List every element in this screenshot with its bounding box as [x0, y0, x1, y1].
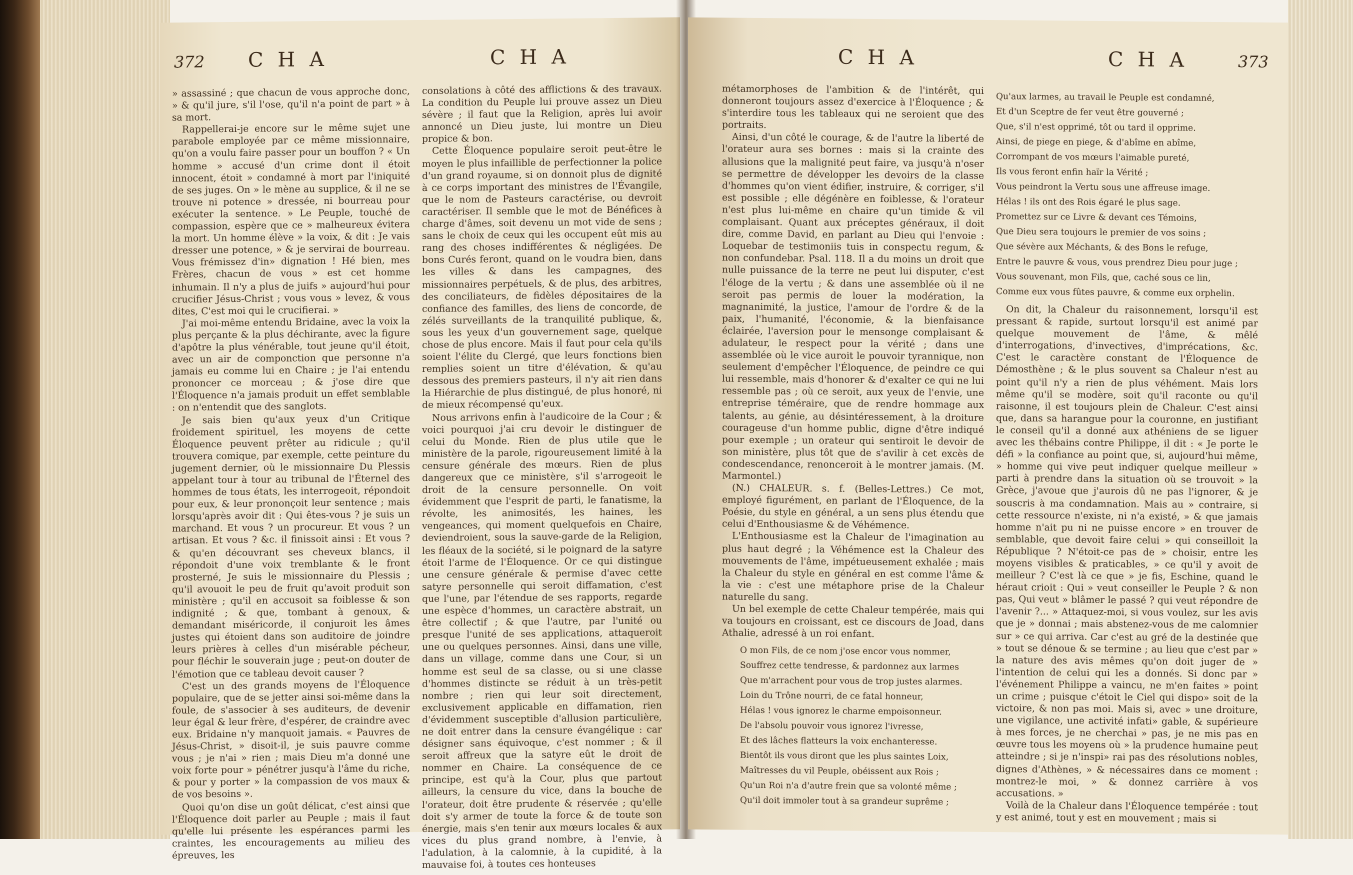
verse-line: Entre le pauvre & vous, vous prendrez Dieu pour juge ;: [996, 257, 1238, 270]
paragraph: Cette Éloquence populaire seroit peut-être le moyen le plus infaillible de perfectionner la police d'un grand royaume, si on donnoit plus de dignité à ce corps important des ministres de l'Évangile, que le nom de Pasteurs caractérise, ou devroit caractériser. Il semble que le mot de Bénéfices à charge d'âmes, soit devenu un mot vide de sens ; sans le choix de ceux qui les occupent eût mis au rang des choses indifférentes & négligées. De bons Curés feront, quand on le voudra bien, dans les villes & dans les campagnes, des missionnaires perpétuels, & de plus, des arbitres, des conciliateurs, de fidèles dépositaires de la confiance des familles, des liens de concorde, de zélés surveillants de la tranquilité publique, &, sous les yeux d'un gouvernement sage, quelque chose de plus encore. Mais il faut pour cela qu'ils soient l'élite du Clergé, que leurs fonctions bien remplies soient un titre d'élévation, & qu'au dessous des premiers pasteurs, il n'y ait rien dans la Hiérarchie de plus distingué, de plus honoré, ni de mieux récompensé qu'eux.: [422, 143, 662, 412]
left-page-column-1: [172, 86, 410, 862]
verse-line: Ils vous feront enfin haïr la Vérité ;: [996, 167, 1149, 179]
paragraph: J'ai moi-même entendu Bridaine, avec la voix la plus perçante & la plus déchirante, avec la figure d'apôtre la plus vénérable, tout jeune qu'il étoit, avec un air de componction que personne n'a jamais eu comme lui en Chaire ; je l'ai entendu prononcer ce morceau ; & j'ose dire que l'Éloquence n'a jamais produit un effet semblable : on n'entendit que des sanglots.: [172, 315, 410, 415]
verse-line: De l'absolu pouvoir vous ignorez l'ivresse,: [740, 721, 924, 733]
right-page-column-2: [996, 86, 1258, 828]
verse-line: Qu'un Roi n'a d'autre frein que sa volonté même ;: [740, 781, 957, 794]
verse-line: Corrompant de vos mœurs l'aimable pureté,: [996, 152, 1190, 164]
verse-block-1: [740, 644, 984, 811]
page-edges-right: [1288, 0, 1353, 839]
verse-line: Que Dieu sera toujours le premier de vos soins ;: [996, 227, 1207, 239]
verse-line: Promettez sur ce Livre & devant ces Témoins,: [996, 212, 1197, 224]
verse-line: Qu'il doit immoler tout à sa grandeur suprême ;: [740, 796, 949, 808]
page-number-right: 373: [1238, 52, 1269, 72]
running-head-right-2: C H A: [1108, 47, 1188, 72]
verse-line: Souffrez cette tendresse, & pardonnez aux larmes: [740, 661, 959, 674]
paragraph: consolations à côté des afflictions & des travaux. La condition du Peuple lui prouve assez un Dieu sévère ; il faut que la Religion, après lui avoir annoncé un Dieu juste, lui montre un Dieu propice & bon.: [422, 83, 662, 146]
verse-line: Hélas ! ils ont des Rois égaré le plus sage.: [996, 197, 1181, 209]
paragraph: Voilà de la Chaleur dans l'Éloquence tempérée : tout y est animé, tout y est en mouvement ; mais si: [996, 800, 1258, 825]
verse-line: Et d'un Sceptre de fer veut être gouverné ;: [996, 107, 1184, 119]
verse-line: Vous souvenant, mon Fils, que, caché sous ce lin,: [996, 272, 1211, 284]
left-page-header: [160, 44, 680, 78]
right-page-column-1: [722, 84, 984, 826]
verse-line: Ainsi, de piege en piege, & d'abîme en abîme,: [996, 137, 1197, 149]
verse-line: Et des lâches flatteurs la voix enchanteresse.: [740, 736, 938, 748]
paragraph: métamorphoses de l'ambition & de l'intérêt, qui donneront toujours assez d'exercice à l'Éloquence ; & s'interdire tous les tableaux qui ne seroient que des portraits.: [722, 83, 984, 132]
paragraph: » assassiné ; que chacun de vous approche donc, » & qu'il jure, s'il l'ose, qu'il n'a point de part » à sa mort.: [172, 86, 410, 124]
verse-line: Que sévère aux Méchants, & des Bons le refuge,: [996, 242, 1209, 254]
verse-block-2: [996, 90, 1258, 302]
verse-line: Loin du Trône nourri, de ce fatal honneur,: [740, 691, 924, 703]
page-edges-left: [40, 0, 170, 839]
running-head-right-1: C H A: [838, 44, 918, 70]
paragraph: On dit, la Chaleur du raisonnement, lorsqu'il est pressant & rapide, surtout lorsqu'il est animé par quelque mouvement de l'âme, & mêlé d'interrogations, d'invectives, d'imprécations, &c. C'est le caractère constant de l'Éloquence de Démosthène ; & le plus souvent sa Chaleur n'est au point qu'il n'y a rien de plus véhément. Mais lors même qu'il se modère, soit qu'il raconte ou qu'il raisonne, il est toujours plein de Chaleur. C'est ainsi que, dans sa harangue pour la couronne, en justifiant le conseil qu'il a donné aux athéniens de se liguer avec les thébains contre Philippe, il dit : « Je porte le défi » la confiance au point que, si, aujourd'hui même, » homme qui vive peut indiquer quelque meilleur » parti à prendre dans la situation où se trouvoit » la Grèce, j'avoue que j'aurois dû ne pas l'ignorer, & je souscris à ma condamnation. Mais au » contraire, si cette ressource n'existe, ni n'a existé, » & que jamais homme n'ait pu ni ne puisse encore » en trouver de semblable, que devoit faire celui » qui conseilloit la République ? N'étoit-ce pas de » choisir, entre les moyens visibles & praticables, » ce qu'il y avoit de meilleur ? C'est là ce que » je fis, Eschine, quand le héraut crioit : Qui » veut conseiller le Peuple ? & non pas, Qui veut » blâmer le passé ? qui veut répondre de l'avenir ?... » Attaquez-moi, si vous voulez, sur les avis que je » donnai ; mais abstenez-vous de me calomnier sur » ce qui arriva. Car c'est au gré de la destinée que » tout se dénoue & se termine ; au lieu que c'est par » la nature des avis mêmes qu'on doit juger de » l'intention de celui qui les a donnés. Si donc par » l'événement Philippe a vaincu, ne m'en faites » point un crime ; puisque c'étoit le Ciel qui dispo» soit de la victoire, & non pas moi. Mais si, avec » une droiture, une vigilance, une activité infati» gable, & supérieure à mes forces, je ne cherchai » pas, je ne mis pas en œuvre tous les moyens où » la prudence humaine peut atteindre ; si je n'inspi» rai pas des résolutions nobles, dignes d'Athènes, » & nécessaires dans ce moment : montrez-le moi, » & donnez carrière à vos accusations. »: [996, 304, 1258, 800]
right-page: [688, 17, 1288, 834]
paragraph: Rappellerai-je encore sur le même sujet une parabole employée par ce même missionnaire, qu'on a voulu faire passer pour un bouffon ? « Un homme » accusé d'un crime dont il étoit innocent, étoit » condamné à mort par l'iniquité de ses juges. On » le mène au supplice, & il ne se trouve ni potence » dressée, ni bourreau pour exécuter la sentence. » Le Peuple, touché de compassion, espère que ce » malheureux évitera la mort. Un homme élève » la voix, & dit : Je vais dresser une potence, » & je servirai de bourreau. Vous frémissez d'in» dignation ! Hé bien, mes Frères, chacun de vous » est cet homme inhumain. Il n'y a plus de juifs » aujourd'hui pour crucifier Jésus-Christ ; vous vous » levez, & vous dites, C'est moi qui le crucifierai. »: [172, 122, 410, 318]
left-page: [160, 17, 680, 871]
paragraph: L'Enthousiasme est la Chaleur de l'imagination au plus haut degré ; la Véhémence est la Chaleur des mouvements de l'âme, impétueusement exhalée ; mais la Chaleur du style en général en est comme l'âme & la vie : c'est une métaphore prise de la Chaleur naturelle du sang.: [722, 531, 984, 604]
paragraph: Ainsi, d'un côté le courage, & de l'autre la liberté de l'orateur aura ses bornes : mais si la crainte des allusions que la malignité peut faire, va jusqu'à n'oser se permettre de développer les devoirs de la classe d'hommes qu'on vient édifier, instruire, & corriger, s'il est possible ; elle dégénère en foiblesse, & l'orateur n'est plus lui-même en chaire qu'un timide & vil complaisant. Quant aux préceptes généraux, il doit dire, comme David, en parlant au Dieu qui l'envoie : Loquebar de testimoniis tuis in conspectu regum, & non confundebar. Psal. 118. Il a du moins un droit que nulle puissance de la terre ne peut lui disputer, c'est l'éloge de la vertu ; & dans une assemblée où il ne seroit pas permis de louer la modération, la magnanimité, la justice, l'amour de l'ordre & de la paix, l'humanité, l'économie, & la bienfaisance éclairée, l'aversion pour le mensonge complaisant & adulateur, le respect pour la vérité ; dans une assemblée où le vice auroit le pouvoir tyrannique, non seulement d'empêcher l'Éloquence, de peindre ce qui lui ressemble, mais d'honorer & d'exalter ce qui ne lui ressemble pas ; où ce seroit, aux yeux de l'envie, une entreprise téméraire, que de rendre hommage aux talents, au génie, au désintéressement, à la droiture courageuse d'un homme public, digne d'être indiqué pour exemple ; un orateur qui sentiroit le devoir de son ministère, plus tôt que de s'avilir à cet excès de condescendance, renonceroit à le montrer jamais. (M. Marmontel.): [722, 132, 984, 483]
running-head-left-2: C H A: [490, 44, 570, 70]
paragraph: Je sais bien qu'aux yeux d'un Critique froidement spirituel, les moyens de cette Éloquence peuvent prêter au ridicule ; qu'il trouvera comique, par exemple, cette peinture du jugement dernier, où le missionnaire Du Plessis appelant tour à tour au tribunal de l'Éternel des hommes de tous états, les interrogeoit, répondoit pour eux, & leur prononçoit leur sentence ; mais lorsqu'après avoir dit : Qui êtes-vous ? je suis un marchand. Et vous ? un procureur. Et vous ? un artisan. Et vous ? &c. il finissoit ainsi : Et vous ? & qu'en découvrant ses cheveux blancs, il répondoit d'une voix tremblante & le front prosterné, Je suis le missionnaire du Plessis ; qu'il avouoit le peu de fruit qu'avoit produit son ministère ; qu'il en accusoit sa foiblesse & son indignité ; & que, tombant à genoux, & demandant miséricorde, il conjuroit les âmes justes qui étoient dans son auditoire de joindre leurs prières à celles d'un misérable pécheur, pour fléchir le souverain juge ; peut-on douter de l'émotion que ce tableau devoit causer ?: [172, 412, 410, 681]
paragraph: Nous arrivons enfin à l'audicoire de la Cour ; & voici pourquoi j'ai cru devoir le distinguer de celui du Monde. Rien de plus utile que le ministère de la parole, rigoureusement limité à la censure générale des mœurs. Rien de plus dangereux que ce ministère, s'il s'arrogeoit le droit de la censure personnelle. On voit évidemment que l'esprit de parti, le fanatisme, la révolte, les animosités, les haines, les vengeances, qui moment quelquefois en Chaire, deviendroient, sous la sauve-garde de la Religion, les fléaux de la société, si le poignard de la satyre étoit l'arme de l'Éloquence. Or ce qui distingue une censure générale & permise d'avec cette satyre personnelle qui seroit diffamation, c'est que l'une, par l'étendue de ses rapports, regarde une espèce d'hommes, un caractère abstrait, un être collectif ; & que l'autre, par l'unité ou presque l'unité de ses applications, attaqueroit une ou quelques personnes. Ainsi, dans une ville, dans un village, comme dans une Cour, si un homme est seul de sa classe, ou si une classe d'hommes distincte se réduit à un très-petit nombre ; rien qui leur soit directement, exclusivement applicable en diffamation, rien d'évidemment susceptible d'allusion particulière, ne doit entrer dans la censure évangélique : car désigner sans équivoque, c'est nommer ; & il seroit affreux que la satyre eût le droit de nommer en Chaire. La conséquence de ce principe, est qu'à la Cour, plus que partout ailleurs, la censure du vice, dans la bouche de l'orateur, doit être prudente & réservée ; qu'elle doit s'y armer de toute la force & de toute son énergie, mais s'en tenir aux mœurs locales & aux vices du plus grand nombre, à l'envie, à l'adulation, à la calomnie, à la cupidité, à la mauvaise foi, à toutes ces honteuses: [422, 409, 662, 871]
verse-line: Maîtresses du vil Peuple, obéissent aux Rois ;: [740, 766, 939, 778]
paragraph: Quoi qu'on dise un goût délicat, c'est ainsi que l'Éloquence doit parler au Peuple ; mais il faut qu'elle lui présente les espérances parmi les craintes, les encouragements au milieu des épreuves, les: [172, 799, 410, 862]
verse-line: Comme eux vous fûtes pauvre, & comme eux orphelin.: [996, 287, 1235, 300]
running-head-left-1: C H A: [248, 46, 328, 72]
paragraph: C'est un des grands moyens de l'Éloquence populaire, que de se jetter ainsi soi-même dans la foule, de s'associer à ses auditeurs, de devenir leur égal & leur frère, d'espérer, de craindre avec eux. Bridaine n'y manquoit jamais. « Pauvres de Jésus-Christ, » disoit-il, je suis pauvre comme vous ; je n'ai » rien ; mais Dieu m'a donné une voix forte pour » pénétrer jusqu'à l'âme du riche, & pour y porter » la compassion de vos maux & de vos besoins ».: [172, 678, 410, 802]
verse-line: Bientôt ils vous diront que les plus saintes Loix,: [740, 751, 949, 763]
left-page-column-2: [422, 83, 662, 871]
verse-line: Que, s'il n'est opprimé, tôt ou tard il opprime.: [996, 122, 1196, 134]
book-binding: [0, 0, 40, 839]
verse-line: Hélas ! vous ignorez le charme empoisonneur.: [740, 706, 942, 718]
article-heading-paragraph: (N.) CHALEUR. s. f. (Belles-Lettres.) Ce mot, employé figurément, en parlant de l'Éloquence, de la Poésie, du style en général, a un sens plus étendu que celui d'Enthousiasme & de Véhémence.: [722, 482, 984, 532]
verse-line: Que m'arrachent pour vous de trop justes alarmes.: [740, 676, 963, 689]
verse-line: O mon Fils, de ce nom j'ose encor vous nommer,: [740, 646, 951, 658]
verse-line: Vous peindront la Vertu sous une affreuse image.: [996, 182, 1211, 194]
page-number-left: 372: [174, 52, 205, 72]
verse-line: Qu'aux larmes, au travail le Peuple est condamné,: [996, 92, 1215, 104]
right-page-header: [688, 44, 1288, 78]
paragraph: Un bel exemple de cette Chaleur tempérée, mais qui va toujours en croissant, est ce discours de Joad, dans Athalie, adressé à un roi enfant.: [722, 603, 984, 641]
